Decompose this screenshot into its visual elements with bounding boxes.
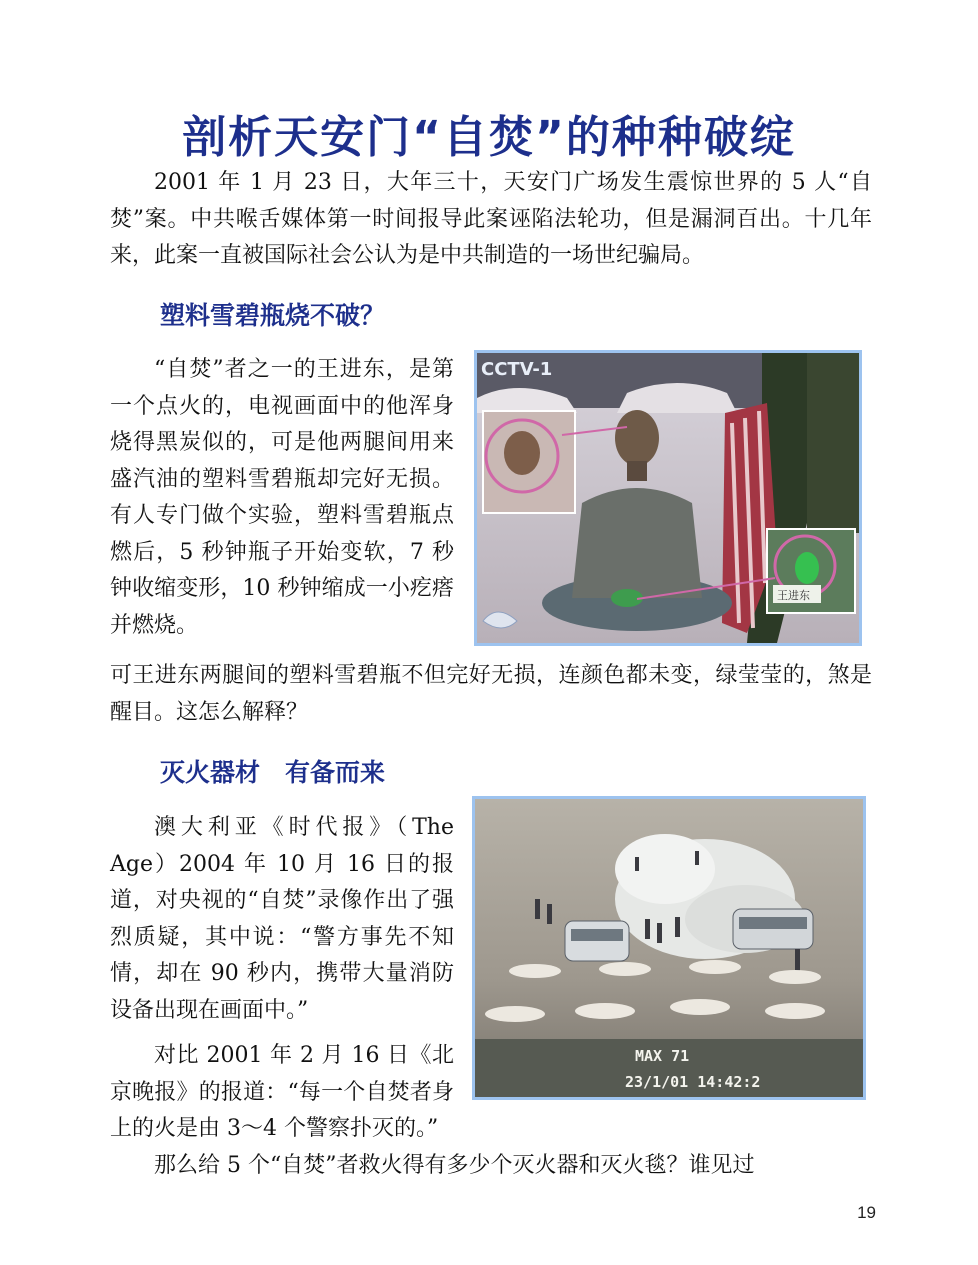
photo-wang-jindong xyxy=(474,350,862,646)
bottle-paragraph-full: 可王进东两腿间的塑料雪碧瓶不但完好无损，连颜色都未变，绿莹莹的，煞是醒目。这怎么解释？ xyxy=(110,663,872,725)
photo-square-smoke xyxy=(472,796,866,1100)
extinguisher-question-paragraph: 那么给 5 个“自焚”者救火得有多少个灭火器和灭火毯？谁见过 xyxy=(154,1153,755,1178)
timestamp-line2: 23/1/01 14:42:2 xyxy=(625,1073,761,1091)
beijing-evening-paragraph: 对比 2001 年 2 月 16 日《北京晚报》的报道：“每一个自焚者身上的火是由 3～4 个警察扑灭的。” xyxy=(110,1043,454,1141)
bottle-paragraph-side: “自焚”者之一的王进东，是第一个点火的，电视画面中的他浑身烧得黑炭似的，可是他两腿间用来盛汽油的塑料雪碧瓶却完好无损。有人专门做个实验，塑料雪碧瓶点燃后，5 秒钟瓶子开始变软，7 秒钟收缩变形，10 秒钟缩成一小疙瘩并燃烧。 xyxy=(110,357,454,638)
section-heading-bottle: 塑料雪碧瓶烧不破？ xyxy=(160,301,386,330)
timestamp-line1: MAX 71 xyxy=(635,1047,690,1065)
cctv-logo: CCTV-1 xyxy=(481,359,553,380)
page-number: 19 xyxy=(857,1203,876,1222)
the-age-paragraph: 澳大利亚《时代报》（The Age）2004 年 10 月 16 日的报道，对央视的“自焚”录像作出了强烈质疑，其中说：“警方事先不知情，却在 90 秒内，携带大量消防设备出现在画面中。” xyxy=(110,815,454,1023)
photo-square-smoke-image xyxy=(475,799,863,1097)
page-title: 剖析天安门“自焚”的种种破绽 xyxy=(182,112,796,164)
photo-wang-jindong-image xyxy=(477,353,859,643)
inset-name-label: 王进东 xyxy=(777,589,810,602)
intro-paragraph: 2001 年 1 月 23 日，大年三十，天安门广场发生震惊世界的 5 人“自焚”案。中共喉舌媒体第一时间报导此案诬陷法轮功，但是漏洞百出。十几年来，此案一直被国际社会公认为是中共制造的一场世纪骗局。 xyxy=(110,170,872,268)
section-heading-fire-equipment: 灭火器材 有备而来 xyxy=(160,758,386,787)
